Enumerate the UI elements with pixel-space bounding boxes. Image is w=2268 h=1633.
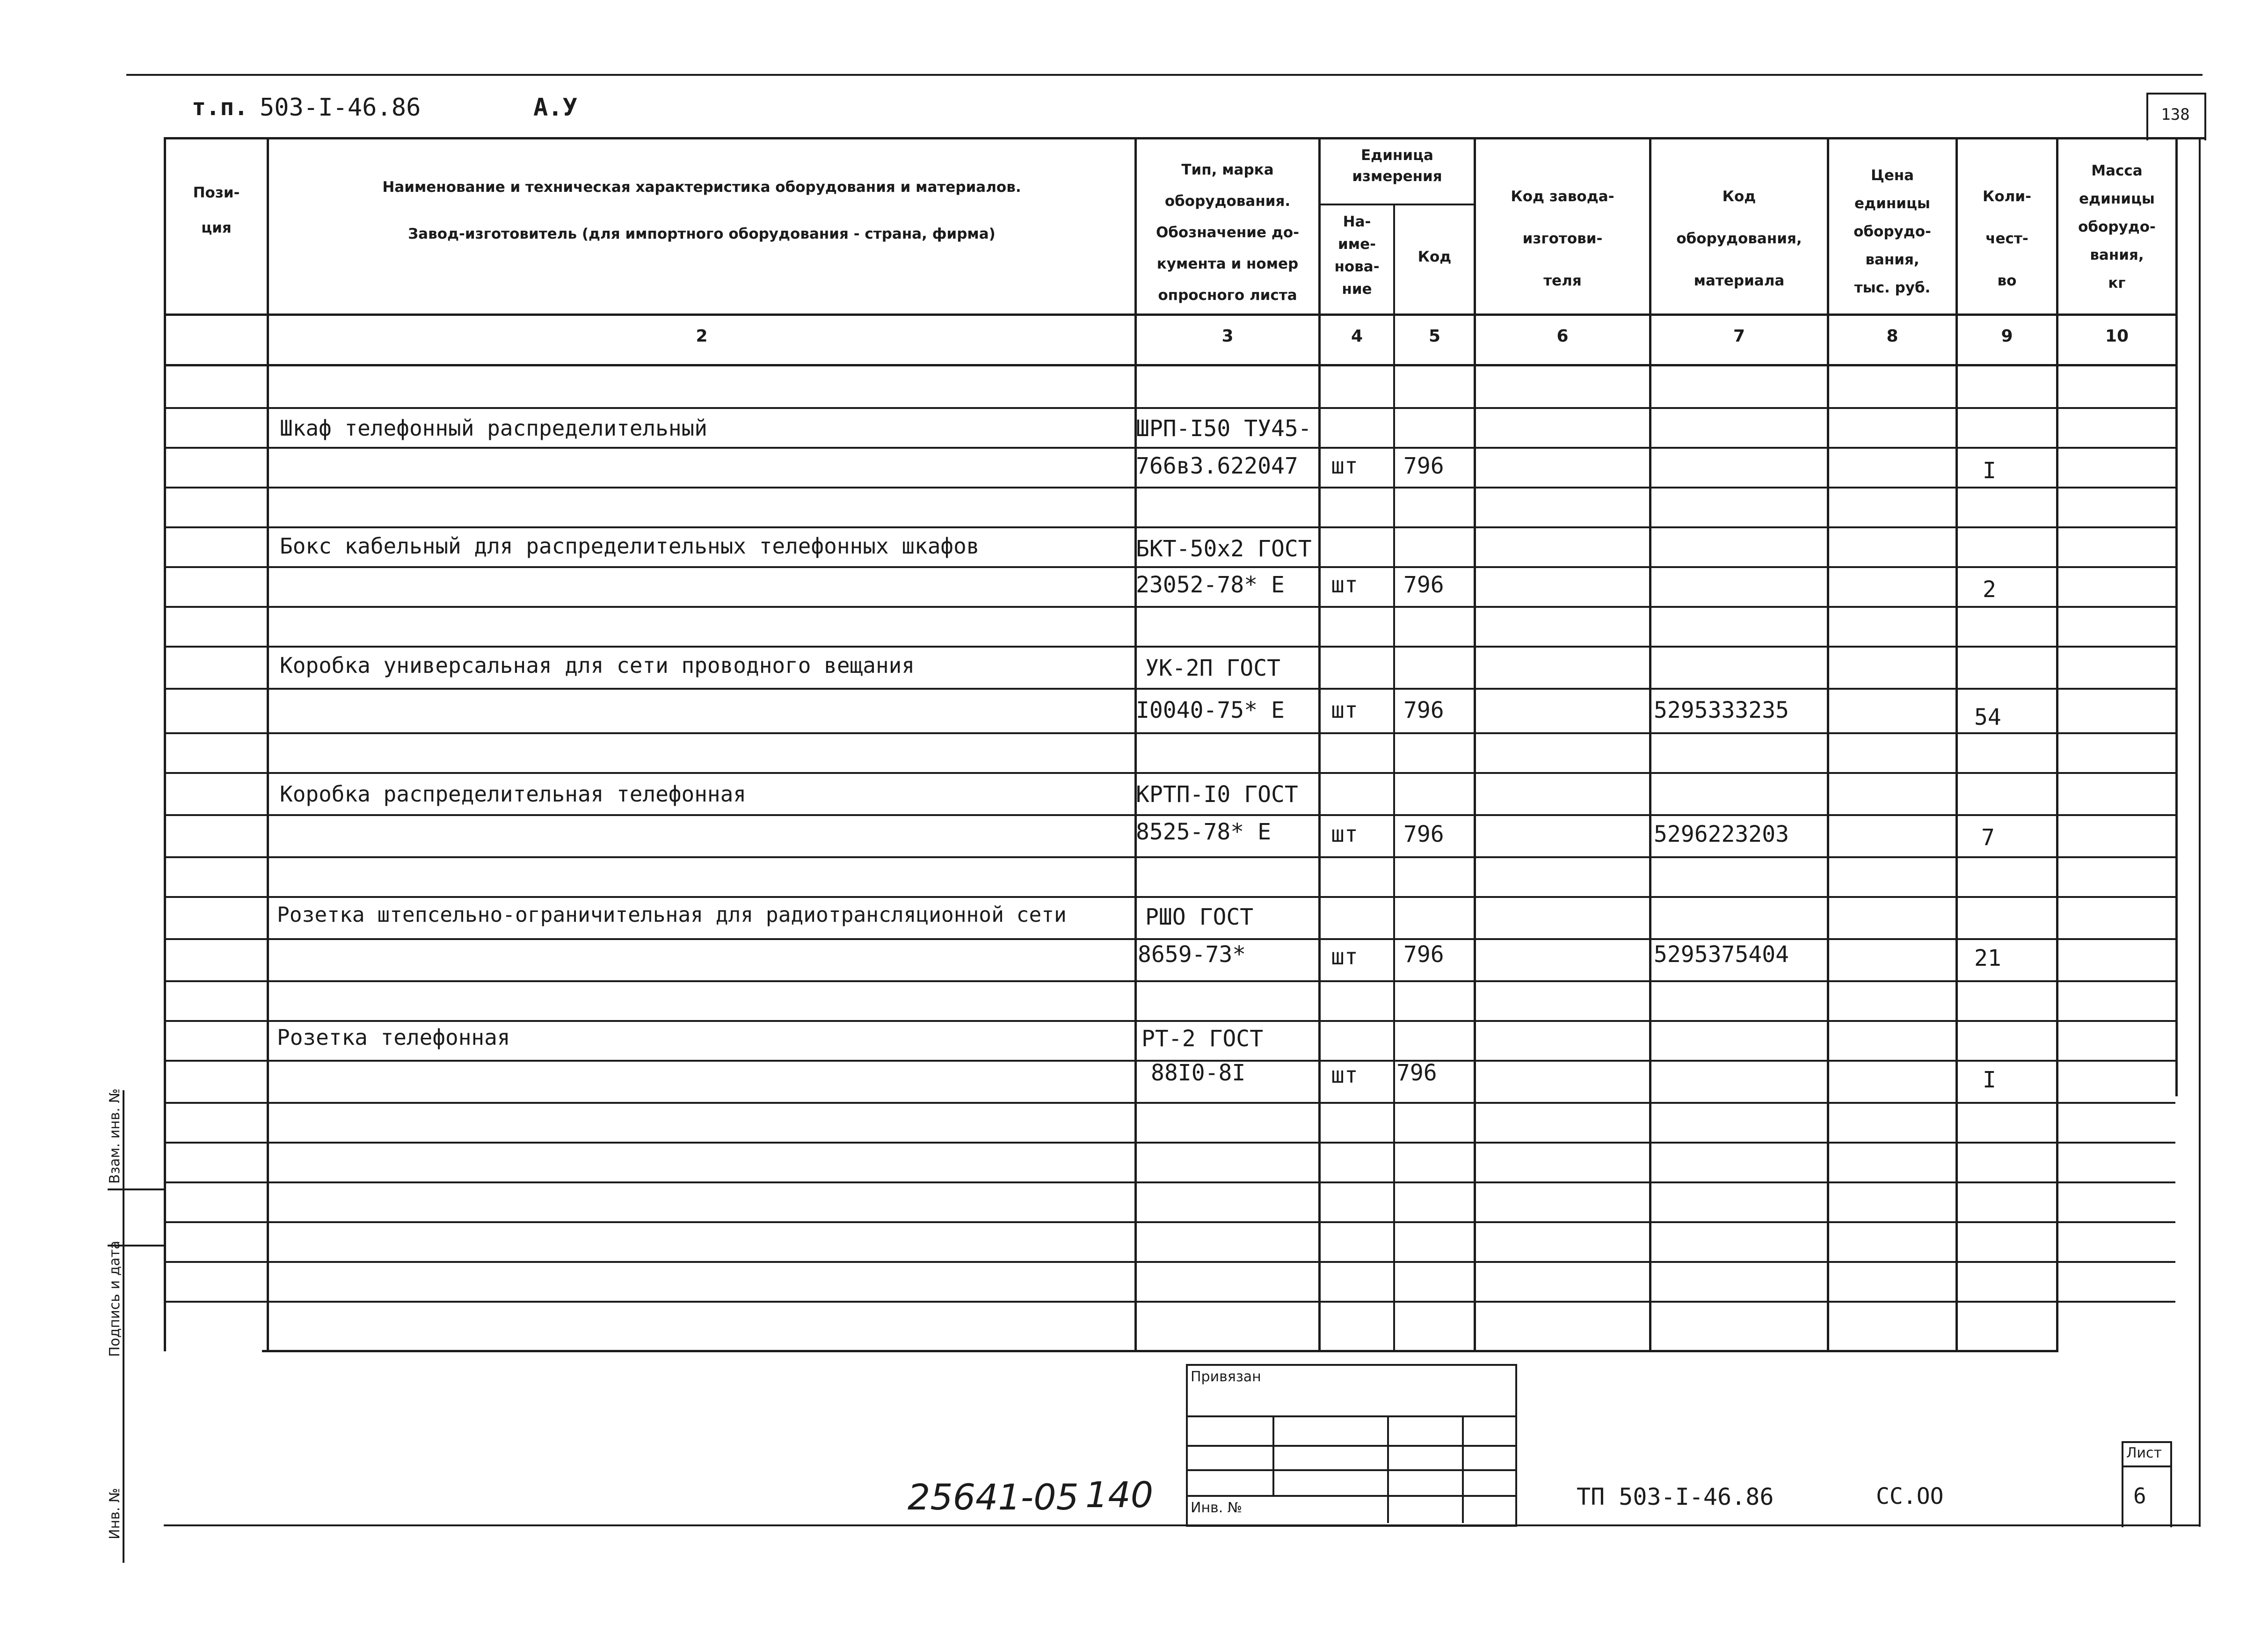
colnum-5: 5: [1428, 327, 1441, 346]
row-type: КРТП-I0 ГОСТ: [1136, 781, 1298, 808]
colnum-7: 7: [1733, 327, 1745, 346]
doc-code-label: т.п.: [192, 94, 248, 121]
row-type: БКТ-50х2 ГОСТ: [1136, 536, 1312, 562]
row-type: 766в3.622047: [1136, 453, 1298, 479]
row-line: [164, 1261, 2175, 1263]
sheet-box-divider: [2122, 1465, 2170, 1467]
row-unit-code: 796: [1403, 572, 1444, 598]
colnum-2: 2: [696, 327, 708, 346]
stamp-line: [1462, 1415, 1464, 1523]
stamp-privyazan: Привязан: [1191, 1369, 1261, 1385]
row-type: РШО ГОСТ: [1145, 904, 1254, 930]
page-number: 138: [2161, 105, 2190, 124]
colnum-8: 8: [1886, 327, 1898, 346]
header-name-line1: Наименование и техническая характеристика оборудования и материалов.: [382, 179, 1021, 196]
row-line: [164, 896, 2175, 898]
row-line: [164, 980, 2175, 982]
col-line-6: [1649, 137, 1651, 1351]
row-name: Бокс кабельный для распределительных телефонных шкафов: [280, 533, 980, 559]
col-line-9: [2056, 137, 2058, 1351]
row-unit-code: 796: [1396, 1060, 1437, 1086]
header-quantity: Коли- чест- во: [1983, 188, 2031, 289]
colnum-9: 9: [2001, 327, 2013, 346]
colnum-4: 4: [1351, 327, 1363, 346]
side-margin-line: [108, 1188, 164, 1190]
colnum-10: 10: [2105, 327, 2129, 346]
colnum-3: 3: [1221, 327, 1234, 346]
row-equipment-code: 5296223203: [1654, 821, 1789, 847]
row-qty: 54: [1974, 704, 2001, 730]
row-type: I0040-75* Е: [1136, 697, 1285, 723]
row-qty: 21: [1974, 945, 2001, 971]
row-type: ШРП-I50 ТУ45-: [1136, 416, 1312, 442]
row-line: [164, 1301, 2175, 1303]
doc-code-value: 503-I-46.86: [260, 94, 421, 122]
table-bottom-line: [262, 1350, 2058, 1352]
row-unit-code: 796: [1403, 821, 1444, 847]
header-equipment-code: Код оборудования, материала: [1676, 188, 1802, 289]
top-rule: [126, 74, 2203, 76]
row-type: 23052-78* Е: [1136, 572, 1285, 598]
header-name-line2: Завод-изготовитель (для импортного оборудования - страна, фирма): [408, 226, 996, 242]
col-line-left: [164, 137, 166, 1351]
row-type: УК-2П ГОСТ: [1145, 655, 1280, 681]
row-line: [164, 1221, 2175, 1223]
row-line: [164, 814, 2175, 816]
row-type: 8659-73*: [1138, 941, 1246, 968]
row-line: [164, 772, 2175, 774]
side-label-inv-replace: Взам. инв. №: [107, 1088, 123, 1184]
stamp-line: [1186, 1415, 1515, 1417]
row-line: [164, 938, 2175, 940]
stamp-line: [1272, 1415, 1274, 1495]
row-qty: 2: [1983, 576, 1996, 603]
col-line-8: [1955, 137, 1958, 1351]
row-line: [164, 646, 2175, 648]
table-top-line: [164, 137, 2204, 139]
col-line-4: [1393, 204, 1395, 1351]
col-line-3: [1318, 137, 1321, 1351]
row-unit-code: 796: [1403, 697, 1444, 723]
stamp-line: [1186, 1495, 1515, 1497]
header-unit-code: Код: [1418, 248, 1452, 265]
header-mass: Масса единицы оборудо- вания, кг: [2078, 162, 2156, 292]
stamp-line: [1186, 1469, 1515, 1471]
row-unit: шт: [1331, 1062, 1358, 1088]
sheet-number: 6: [2133, 1483, 2146, 1509]
row-qty: I: [1983, 1067, 1996, 1093]
row-line: [164, 732, 2175, 734]
row-unit: шт: [1331, 572, 1358, 598]
row-line: [164, 606, 2175, 608]
row-type: 88I0-8I: [1151, 1060, 1246, 1086]
header-factory-code: Код завода- изготови- теля: [1511, 188, 1614, 289]
album-label: А.У: [533, 94, 577, 122]
stamp-line: [1186, 1445, 1515, 1447]
colnum-bottom-line: [164, 364, 2175, 366]
col-line-right: [2199, 137, 2201, 1527]
col-line-2: [1134, 137, 1137, 1351]
row-name: Розетка штепсельно-ограничительная для радиотрансляционной сети: [277, 903, 1067, 927]
col-line-5: [1474, 137, 1476, 1351]
row-line: [164, 566, 2175, 568]
row-line: [164, 1142, 2175, 1144]
row-line: [164, 1102, 2175, 1104]
section-code: СС.ОО: [1876, 1483, 1944, 1509]
header-bottom-line: [164, 313, 2175, 316]
header-unit: Единица измерения: [1352, 147, 1442, 185]
row-line: [164, 1181, 2175, 1183]
row-line: [164, 407, 2175, 409]
row-name: Коробка универсальная для сети проводного вещания: [280, 653, 915, 678]
row-unit: шт: [1331, 697, 1358, 723]
row-unit: шт: [1331, 453, 1358, 479]
colnum-6: 6: [1556, 327, 1569, 346]
row-line: [164, 688, 2175, 690]
row-line: [164, 1020, 2175, 1022]
row-equipment-code: 5295375404: [1654, 941, 1789, 968]
bottom-border-line: [164, 1524, 2199, 1526]
row-unit-code: 796: [1403, 941, 1444, 968]
header-position: Пози- ция: [193, 184, 240, 236]
row-unit: шт: [1331, 821, 1358, 847]
handwritten-number: 25641-05: [908, 1476, 1079, 1518]
row-line: [164, 526, 2175, 528]
col-line-10: [2175, 137, 2178, 1096]
row-line: [164, 856, 2175, 858]
unit-subheader-line: [1318, 204, 1474, 205]
header-type: Тип, марка оборудования. Обозначение до- кумента и номер опросного листа: [1156, 161, 1300, 304]
side-label-inv-no: Инв. №: [107, 1487, 123, 1539]
row-line: [164, 487, 2175, 488]
row-name: Розетка телефонная: [277, 1025, 510, 1050]
row-line: [164, 447, 2175, 449]
stamp-inv-no: Инв. №: [1191, 1500, 1243, 1516]
side-label-signature-date: Подпись и дата: [107, 1240, 123, 1357]
row-name: Коробка распределительная телефонная: [280, 781, 746, 807]
row-unit: шт: [1331, 944, 1358, 970]
header-unit-name: На- име- нова- ние: [1334, 213, 1380, 298]
row-qty: 7: [1981, 824, 1995, 851]
row-type: РТ-2 ГОСТ: [1141, 1026, 1264, 1052]
row-qty: I: [1983, 458, 1996, 484]
header-price: Цена единицы оборудо- вания, тыс. руб.: [1854, 167, 1931, 296]
col-line-7: [1827, 137, 1829, 1351]
row-equipment-code: 5295333235: [1654, 697, 1789, 723]
doc-code: ТП 503-I-46.86: [1577, 1483, 1774, 1510]
sheet-label: Лист: [2126, 1445, 2162, 1461]
row-unit-code: 796: [1403, 453, 1444, 479]
stamp-line: [1387, 1415, 1389, 1523]
handwritten-number-2: 140: [1085, 1474, 1154, 1516]
row-name: Шкаф телефонный распределительный: [280, 416, 707, 441]
col-line-1: [267, 137, 269, 1351]
row-type: 8525-78* Е: [1136, 819, 1271, 845]
